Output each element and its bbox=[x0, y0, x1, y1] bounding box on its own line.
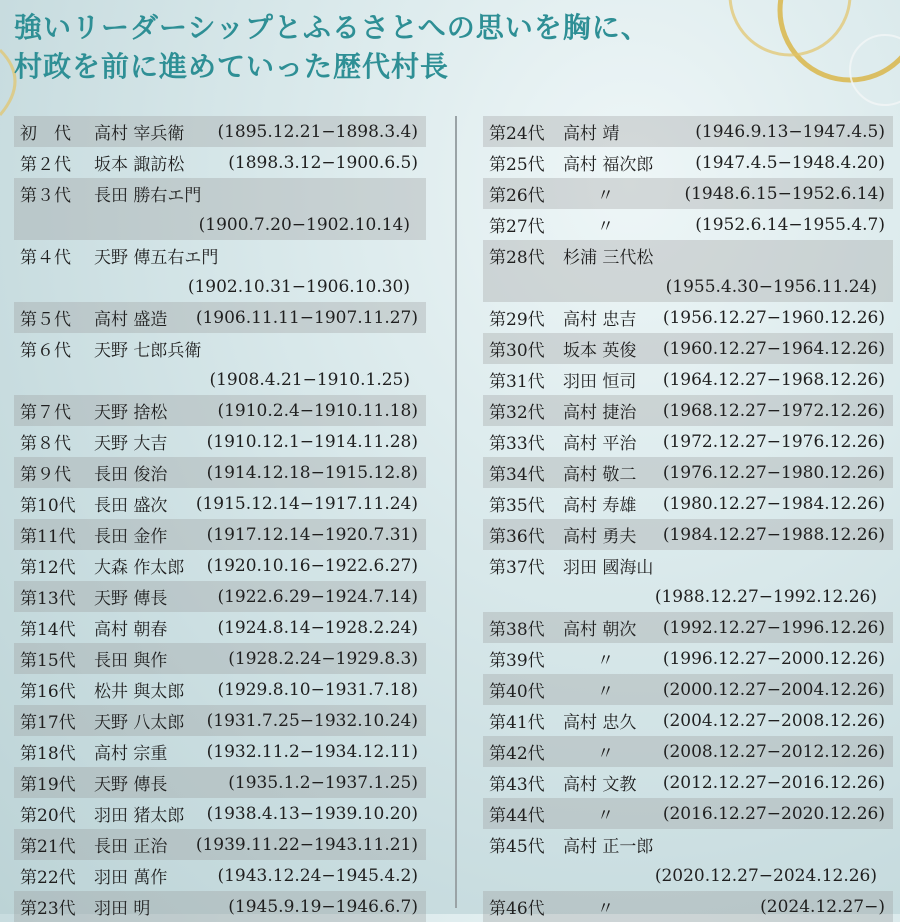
mayor-name: 天野 傳五右エ門 bbox=[94, 248, 219, 268]
mayor-name: 天野 八太郎 bbox=[94, 713, 185, 733]
mayor-term-dates: (1943.12.24−1945.4.2) bbox=[217, 865, 418, 886]
mayor-name: 高村 勇夫 bbox=[563, 527, 637, 547]
mayor-row bbox=[483, 240, 893, 302]
mayor-generation: 第18代 bbox=[20, 744, 76, 764]
mayor-term-dates: (1910.12.1−1914.11.28) bbox=[206, 431, 418, 452]
mayor-generation: 第31代 bbox=[489, 372, 545, 392]
mayor-row bbox=[14, 395, 426, 426]
mayor-name: 高村 平治 bbox=[563, 434, 637, 454]
mayor-name: 高村 宗重 bbox=[94, 744, 168, 764]
mayor-term-dates: (1917.12.14−1920.7.31) bbox=[206, 524, 418, 545]
mayor-term-dates: (1910.2.4−1910.11.18) bbox=[217, 400, 418, 421]
mayor-name: 高村 正一郎 bbox=[563, 837, 654, 857]
mayor-row bbox=[14, 457, 426, 488]
mayor-row bbox=[483, 457, 893, 488]
mayor-name: 天野 七郎兵衛 bbox=[94, 341, 202, 361]
mayor-row bbox=[483, 364, 893, 395]
mayor-term-dates: (1988.12.27−1992.12.26) bbox=[654, 586, 877, 607]
mayor-term-dates: (1992.12.27−1996.12.26) bbox=[662, 617, 885, 638]
mayor-generation: 第４代 bbox=[20, 248, 71, 268]
mayor-name: 大森 作太郎 bbox=[94, 558, 185, 578]
mayor-row bbox=[14, 178, 426, 240]
mayor-term-dates: (1956.12.27−1960.12.26) bbox=[662, 307, 885, 328]
mayor-name: 〃 bbox=[563, 744, 614, 764]
mayor-list-right bbox=[483, 116, 893, 922]
mayor-name: 〃 bbox=[563, 186, 614, 206]
mayor-term-dates: (2020.12.27−2024.12.26) bbox=[654, 865, 877, 886]
mayor-term-dates: (1976.12.27−1980.12.26) bbox=[662, 462, 885, 483]
mayor-term-dates: (1928.2.24−1929.8.3) bbox=[228, 648, 418, 669]
mayor-term-dates: (1947.4.5−1948.4.20) bbox=[695, 152, 885, 173]
mayor-generation: 第32代 bbox=[489, 403, 545, 423]
mayor-row bbox=[483, 519, 893, 550]
mayor-name: 長田 正治 bbox=[94, 837, 168, 857]
mayor-term-dates: (1968.12.27−1972.12.26) bbox=[662, 400, 885, 421]
mayor-row bbox=[483, 395, 893, 426]
title-line-1: 強いリーダーシップとふるさとへの思いを胸に、 bbox=[14, 11, 650, 44]
mayor-row bbox=[14, 147, 426, 178]
mayor-name: 高村 忠久 bbox=[563, 713, 637, 733]
mayor-row bbox=[483, 550, 893, 612]
mayor-generation: 第43代 bbox=[489, 775, 545, 795]
mayor-row bbox=[483, 333, 893, 364]
gold-ring-decoration bbox=[640, 0, 900, 110]
mayor-row bbox=[14, 674, 426, 705]
mayor-name: 〃 bbox=[563, 217, 614, 237]
mayor-row bbox=[483, 643, 893, 674]
mayor-term-dates: (1931.7.25−1932.10.24) bbox=[206, 710, 418, 731]
mayor-generation: 第６代 bbox=[20, 341, 71, 361]
mayor-generation: 第46代 bbox=[489, 899, 545, 919]
mayor-row bbox=[14, 643, 426, 674]
mayor-name: 羽田 萬作 bbox=[94, 868, 168, 888]
mayor-name: 羽田 恒司 bbox=[563, 372, 637, 392]
mayor-term-dates: (1932.11.2−1934.12.11) bbox=[206, 741, 418, 762]
mayor-generation: 第42代 bbox=[489, 744, 545, 764]
mayor-term-dates: (1898.3.12−1900.6.5) bbox=[228, 152, 418, 173]
mayor-term-dates: (1929.8.10−1931.7.18) bbox=[217, 679, 418, 700]
mayor-row bbox=[483, 612, 893, 643]
mayor-generation: 第30代 bbox=[489, 341, 545, 361]
mayor-generation: 第16代 bbox=[20, 682, 76, 702]
mayor-generation: 第８代 bbox=[20, 434, 71, 454]
mayor-generation: 第44代 bbox=[489, 806, 545, 826]
mayor-term-dates: (1920.10.16−1922.6.27) bbox=[206, 555, 418, 576]
mayor-generation: 第45代 bbox=[489, 837, 545, 857]
mayor-term-dates: (1902.10.31−1906.10.30) bbox=[187, 276, 410, 297]
mayor-generation: 第２代 bbox=[20, 155, 71, 175]
mayor-term-dates: (1924.8.14−1928.2.24) bbox=[217, 617, 418, 638]
mayor-generation: 第34代 bbox=[489, 465, 545, 485]
mayor-generation: 第23代 bbox=[20, 899, 76, 919]
mayor-term-dates: (1952.6.14−1955.4.7) bbox=[695, 214, 885, 235]
mayor-term-dates: (1980.12.27−1984.12.26) bbox=[662, 493, 885, 514]
mayor-generation: 第33代 bbox=[489, 434, 545, 454]
mayor-term-dates: (1946.9.13−1947.4.5) bbox=[695, 121, 885, 142]
mayor-generation: 第40代 bbox=[489, 682, 545, 702]
mayor-name: 高村 敬二 bbox=[563, 465, 637, 485]
mayor-name: 羽田 國海山 bbox=[563, 558, 654, 578]
mayor-generation: 第39代 bbox=[489, 651, 545, 671]
mayor-generation: 第３代 bbox=[20, 186, 71, 206]
mayor-row bbox=[14, 519, 426, 550]
mayor-name: 天野 傳長 bbox=[94, 589, 168, 609]
mayor-name: 坂本 諏訪松 bbox=[94, 155, 185, 175]
mayor-row bbox=[483, 705, 893, 736]
mayor-row bbox=[14, 891, 426, 922]
mayor-row bbox=[483, 209, 893, 240]
mayor-name: 高村 捷治 bbox=[563, 403, 637, 423]
mayor-generation: 第５代 bbox=[20, 310, 71, 330]
mayor-row bbox=[14, 767, 426, 798]
mayor-term-dates: (1914.12.18−1915.12.8) bbox=[206, 462, 418, 483]
mayor-name: 坂本 英俊 bbox=[563, 341, 637, 361]
mayor-term-dates: (1935.1.2−1937.1.25) bbox=[228, 772, 418, 793]
mayor-row bbox=[14, 550, 426, 581]
mayor-name: 天野 捨松 bbox=[94, 403, 168, 423]
mayor-term-dates: (2008.12.27−2012.12.26) bbox=[662, 741, 885, 762]
mayor-generation: 第15代 bbox=[20, 651, 76, 671]
mayor-name: 〃 bbox=[563, 651, 614, 671]
mayor-row bbox=[14, 302, 426, 333]
mayor-name: 高村 靖 bbox=[563, 124, 620, 144]
mayor-name: 長田 盛次 bbox=[94, 496, 168, 516]
page-title bbox=[14, 8, 650, 86]
mayor-name: 高村 忠吉 bbox=[563, 310, 637, 330]
mayor-row bbox=[483, 426, 893, 457]
mayor-term-dates: (1964.12.27−1968.12.26) bbox=[662, 369, 885, 390]
mayor-generation: 第12代 bbox=[20, 558, 76, 578]
mayor-name: 松井 與太郎 bbox=[94, 682, 185, 702]
mayor-generation: 第35代 bbox=[489, 496, 545, 516]
mayor-generation: 第14代 bbox=[20, 620, 76, 640]
mayor-name: 高村 朝春 bbox=[94, 620, 168, 640]
mayor-generation: 第38代 bbox=[489, 620, 545, 640]
mayor-generation: 第41代 bbox=[489, 713, 545, 733]
mayor-row bbox=[483, 891, 893, 922]
mayor-name: 長田 俊治 bbox=[94, 465, 168, 485]
mayor-generation: 第17代 bbox=[20, 713, 76, 733]
mayor-name: 高村 寿雄 bbox=[563, 496, 637, 516]
mayor-row bbox=[14, 426, 426, 457]
mayor-row bbox=[14, 116, 426, 147]
mayor-generation: 第13代 bbox=[20, 589, 76, 609]
mayor-generation: 第９代 bbox=[20, 465, 71, 485]
mayor-generation: 第26代 bbox=[489, 186, 545, 206]
mayor-term-dates: (1960.12.27−1964.12.26) bbox=[662, 338, 885, 359]
mayor-generation: 第20代 bbox=[20, 806, 76, 826]
mayor-row bbox=[483, 674, 893, 705]
mayor-term-dates: (2000.12.27−2004.12.26) bbox=[662, 679, 885, 700]
mayor-term-dates: (1955.4.30−1956.11.24) bbox=[665, 276, 877, 297]
mayor-name: 〃 bbox=[563, 806, 614, 826]
mayor-generation: 第10代 bbox=[20, 496, 76, 516]
mayor-name: 杉浦 三代松 bbox=[563, 248, 654, 268]
mayor-row bbox=[483, 178, 893, 209]
mayor-name: 長田 金作 bbox=[94, 527, 168, 547]
mayor-name: 羽田 猪太郎 bbox=[94, 806, 185, 826]
mayor-generation: 第19代 bbox=[20, 775, 76, 795]
mayor-name: 高村 宰兵衛 bbox=[94, 124, 185, 144]
mayor-term-dates: (2012.12.27−2016.12.26) bbox=[662, 772, 885, 793]
mayor-name: 高村 朝次 bbox=[563, 620, 637, 640]
mayor-term-dates: (2016.12.27−2020.12.26) bbox=[662, 803, 885, 824]
mayor-row bbox=[483, 116, 893, 147]
mayor-generation: 第37代 bbox=[489, 558, 545, 578]
mayor-term-dates: (1908.4.21−1910.1.25) bbox=[209, 369, 410, 390]
mayor-row bbox=[14, 798, 426, 829]
mayor-row bbox=[14, 333, 426, 395]
mayor-name: 羽田 明 bbox=[94, 899, 151, 919]
mayor-term-dates: (1984.12.27−1988.12.26) bbox=[662, 524, 885, 545]
mayor-term-dates: (1996.12.27−2000.12.26) bbox=[662, 648, 885, 669]
title-line-2: 村政を前に進めていった歴代村長 bbox=[14, 50, 450, 83]
mayor-generation: 第36代 bbox=[489, 527, 545, 547]
mayor-term-dates: (1945.9.19−1946.6.7) bbox=[228, 896, 418, 917]
mayor-row bbox=[14, 612, 426, 643]
mayor-term-dates: (1922.6.29−1924.7.14) bbox=[217, 586, 418, 607]
mayor-row bbox=[14, 240, 426, 302]
mayor-generation: 第21代 bbox=[20, 837, 76, 857]
mayor-row bbox=[14, 705, 426, 736]
mayor-row bbox=[14, 488, 426, 519]
mayor-name: 天野 傳長 bbox=[94, 775, 168, 795]
mayor-row bbox=[483, 736, 893, 767]
mayor-generation: 第11代 bbox=[20, 527, 76, 547]
mayor-generation: 第29代 bbox=[489, 310, 545, 330]
mayor-name: 長田 勝右エ門 bbox=[94, 186, 202, 206]
mayor-row bbox=[14, 581, 426, 612]
mayor-name: 高村 福次郎 bbox=[563, 155, 654, 175]
mayor-name: 〃 bbox=[563, 682, 614, 702]
mayor-row bbox=[483, 798, 893, 829]
mayor-row bbox=[483, 829, 893, 891]
mayor-row bbox=[483, 488, 893, 519]
mayor-term-dates: (1900.7.20−1902.10.14) bbox=[198, 214, 410, 235]
mayor-generation: 第25代 bbox=[489, 155, 545, 175]
mayor-generation: 初 代 bbox=[20, 124, 71, 144]
mayor-term-dates: (1895.12.21−1898.3.4) bbox=[217, 121, 418, 142]
mayor-name: 高村 盛造 bbox=[94, 310, 168, 330]
mayor-term-dates: (2004.12.27−2008.12.26) bbox=[662, 710, 885, 731]
mayor-term-dates: (1939.11.22−1943.11.21) bbox=[195, 834, 418, 855]
mayor-term-dates: (1972.12.27−1976.12.26) bbox=[662, 431, 885, 452]
mayor-row bbox=[14, 829, 426, 860]
mayor-row bbox=[14, 860, 426, 891]
mayor-row bbox=[483, 767, 893, 798]
mayor-row bbox=[14, 736, 426, 767]
mayor-term-dates: (1915.12.14−1917.11.24) bbox=[195, 493, 418, 514]
mayor-row bbox=[483, 147, 893, 178]
mayor-generation: 第27代 bbox=[489, 217, 545, 237]
mayor-list-left bbox=[14, 116, 426, 922]
mayor-term-dates: (1906.11.11−1907.11.27) bbox=[195, 307, 418, 328]
mayor-generation: 第28代 bbox=[489, 248, 545, 268]
mayor-name: 高村 文教 bbox=[563, 775, 637, 795]
mayor-generation: 第22代 bbox=[20, 868, 76, 888]
mayor-generation: 第７代 bbox=[20, 403, 71, 423]
mayor-generation: 第24代 bbox=[489, 124, 545, 144]
mayor-term-dates: (1948.6.15−1952.6.14) bbox=[684, 183, 885, 204]
mayor-name: 天野 大吉 bbox=[94, 434, 168, 454]
mayor-row bbox=[483, 302, 893, 333]
mayor-name: 〃 bbox=[563, 899, 614, 919]
mayor-term-dates: (2024.12.27−) bbox=[760, 896, 885, 917]
column-divider bbox=[455, 116, 457, 908]
mayor-term-dates: (1938.4.13−1939.10.20) bbox=[206, 803, 418, 824]
mayor-name: 長田 與作 bbox=[94, 651, 168, 671]
